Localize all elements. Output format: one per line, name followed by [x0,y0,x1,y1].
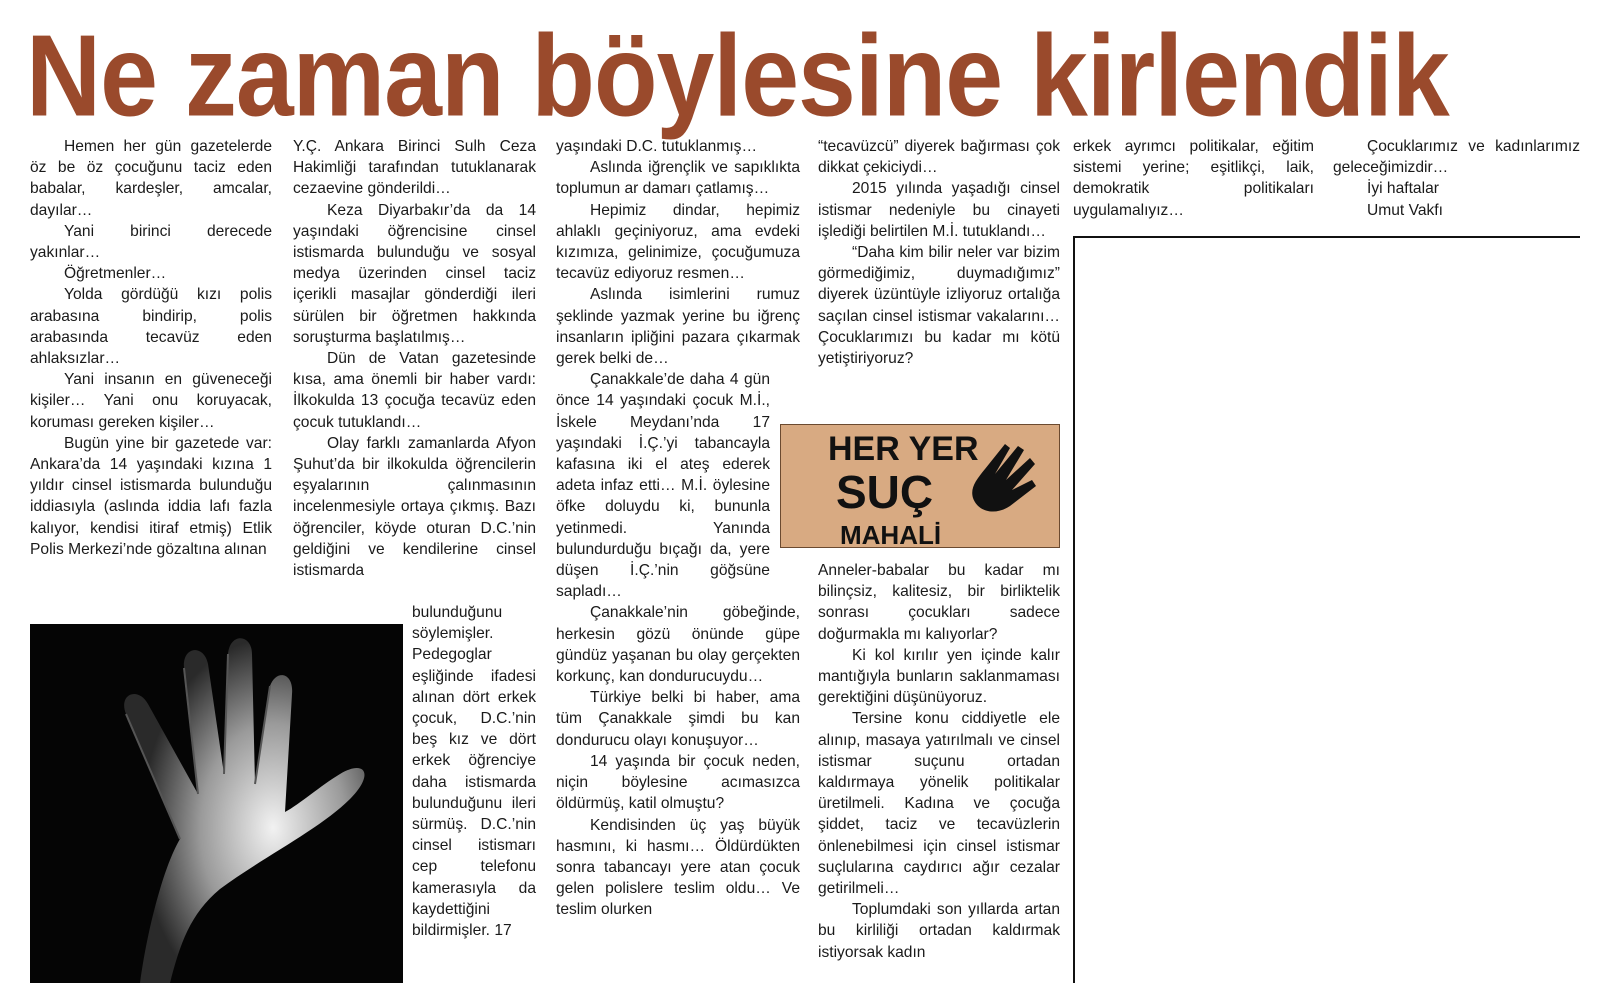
graffiti-text-2: SUÇ [836,466,934,518]
paragraph: Aslında isimlerini rumuz şeklinde yazmak yerine bu iğrenç insanların ipliğini pazara çıkarmak gerek belki de… [556,286,800,368]
paragraph: Bugün yine bir gazetede var: Ankara’da 14 yaşındaki kızına 1 yıldır cinsel istismarda bulunduğu iddiasıyla (aslında iddia lafı fazla kalıyor, kendisi itiraf etmiş) Etlik Polis Merkezi’nde gözaltına alınan [30,434,272,558]
paragraph: Y.Ç. Ankara Birinci Sulh Ceza Hakimliği tarafından tutuklanarak cezaevine gönderildi… [293,138,536,198]
paragraph: Yani insanın en güveneceği kişiler… Yani onu koruyacak, koruması gereken kişiler… [30,371,272,431]
column-2-continuation [412,602,536,941]
graffiti-photo [780,424,1060,548]
paragraph: “Daha kim bilir neler var bizim görmediğimiz, duymadığımız” diyerek üzüntüyle izliyoruz ortalığa saçılan cinsel istismar vakalarını… Çocuklarımızı bu kadar mı kötü yetiştiriyoruz? [818,244,1060,368]
paragraph: Öğretmenler… [64,265,167,283]
paragraph: Çanakkale’de daha 4 gün önce 14 yaşındaki çocuk M.İ., İskele Meydanı’nda 17 yaşındaki İ.Ç.’yi tabancayla kafasına iki el ateş ederek adeta infaz etti… M.İ. öylesine öfke doluydu ki, bununla yetinmedi. Yanında bulundurduğu bıçağı da, yere düşen İ.Ç.’nin göğsüne sapladı… [556,371,770,601]
paragraph: Olay farklı zamanlarda Afyon Şuhut’da bir ilkokulda öğrencilerin eşyalarının çalınmasının incelenmesiyle ortaya çıkmış. Bazı öğrenciler, köyde oturan D.C.’nin geldiğini ve kendilerine cinsel istismarda [293,434,536,580]
paragraph: bulunduğunu söylemişler. Pedegoglar eşliğinde ifadesi alınan dört erkek çocuk, D.C.’nin beş kız ve dört erkek öğrenciye daha istismarda bulunduğunu ileri sürmüş. D.C.’nin cinsel istismarı cep telefonu kamerasıyla da kaydettiğini bildirmişler. 17 [412,604,536,940]
graffiti-text-3: MAHALİ [840,520,942,548]
column-5 [1073,136,1314,221]
paragraph: Ki kol kırılır yen içinde kalır mantığıyla bunların saklanmaması gerektiğini düşünüyoruz. [818,646,1060,707]
box-left-rule [1073,236,1075,983]
paragraph: “tecavüzcü” diyerek bağırması çok dikkat çekiciydi… [818,138,1060,177]
hand-photo [30,624,403,983]
paragraph: erkek ayrımcı politikalar, eğitim sistemi yerine; eşitlikçi, laik, demokratik politikaları uygulamalıyız… [1073,138,1314,219]
signature: Umut Vakfı [1367,201,1443,219]
box-top-rule [1073,236,1580,238]
column-4-lower [818,560,1060,963]
column-2 [293,136,536,581]
paragraph: Yolda gördüğü kızı polis arabasına bindirip, polis arabasında tecavüz eden ahlaksızlar… [30,286,272,368]
paragraph: Anneler-babalar bu kadar mı bilinçsiz, kalitesiz, bir birliktelik sonrası çocukları sadece doğurmakla mı kalıyorlar? [818,562,1060,643]
closing-line: Çocuklarımız ve kadınlarımız geleceğimizdir… [1333,138,1580,177]
column-6 [1333,136,1580,221]
column-3 [556,136,800,921]
graffiti-illustration [780,424,1060,548]
paragraph: 2015 yılında yaşadığı cinsel istismar nedeniyle bu cinayeti işlediği belirtilen M.İ. tutuklandı… [818,180,1060,240]
column-1 [30,136,272,560]
paragraph: Toplumdaki son yıllarda artan bu kirliliği ortadan kaldırmak istiyorsak kadın [818,901,1060,961]
paragraph: Dün de Vatan gazetesinde kısa, ama önemli bir haber vardı: İlkokulda 13 çocuğa tecavüz eden çocuk tutuklandı… [293,350,536,431]
paragraph: yaşındaki D.C. tutuklanmış… [556,138,758,155]
paragraph: Kendisinden üç yaş büyük hasmını, ki hasmı… Öldürdükten sonra tabancayı yere atan çocuk gelen polislere teslim oldu… Ve teslim olurken [556,816,800,919]
paragraph: Tersine konu ciddiyetle ele alınıp, masaya yatırılmalı ve cinsel istismar suçunu ortadan kaldırmaya yönelik politikalar üretilmeli. Kadına ve çocuğa şiddet, taciz ve tecavüzlerin önlenebilmesi için cinsel istismar suçlularına caydırıcı ağır cezalar getirilmeli… [818,710,1060,898]
hand-illustration [30,624,403,983]
column-4 [818,136,1060,369]
graffiti-text-1: HER YER [828,430,979,468]
paragraph: Türkiye belki bi haber, ama tüm Çanakkale şimdi bu kan dondurucu olayı konuşuyor… [556,689,800,749]
paragraph: Yani birinci derecede yakınlar… [30,222,272,262]
paragraph: Keza Diyarbakır’da da 14 yaşındaki öğrencisine cinsel istismarda bulunduğu ve sosyal medya üzerinden cinsel taciz içerikli masajlar gönderdiği ileri sürülen bir öğretmen hakkında soruşturma başlatılmış… [293,201,536,346]
paragraph: Aslında iğrençlik ve sapıklıkta toplumun ar damarı çatlamış… [556,159,800,198]
greeting: İyi haftalar [1367,180,1439,198]
headline: Ne zaman böylesine kirlendik [26,11,1449,142]
paragraph: Hepimiz dindar, hepimiz ahlaklı geçiniyoruz, ama evdeki kızımıza, gelinimize, çocuğumuza tecavüz ediyoruz resmen… [556,201,800,283]
paragraph: 14 yaşında bir çocuk neden, niçin böylesine acımasızca öldürmüş, katil olmuştu? [556,752,800,813]
paragraph: Hemen her gün gazetelerde öz be öz çocuğunu taciz eden babalar, kardeşler, amcalar, dayılar… [30,138,272,219]
paragraph: Çanakkale’nin göbeğinde, herkesin gözü önünde güpe gündüz yaşanan bu olay gerçekten korkunç, kan dondurucuydu… [556,604,800,686]
